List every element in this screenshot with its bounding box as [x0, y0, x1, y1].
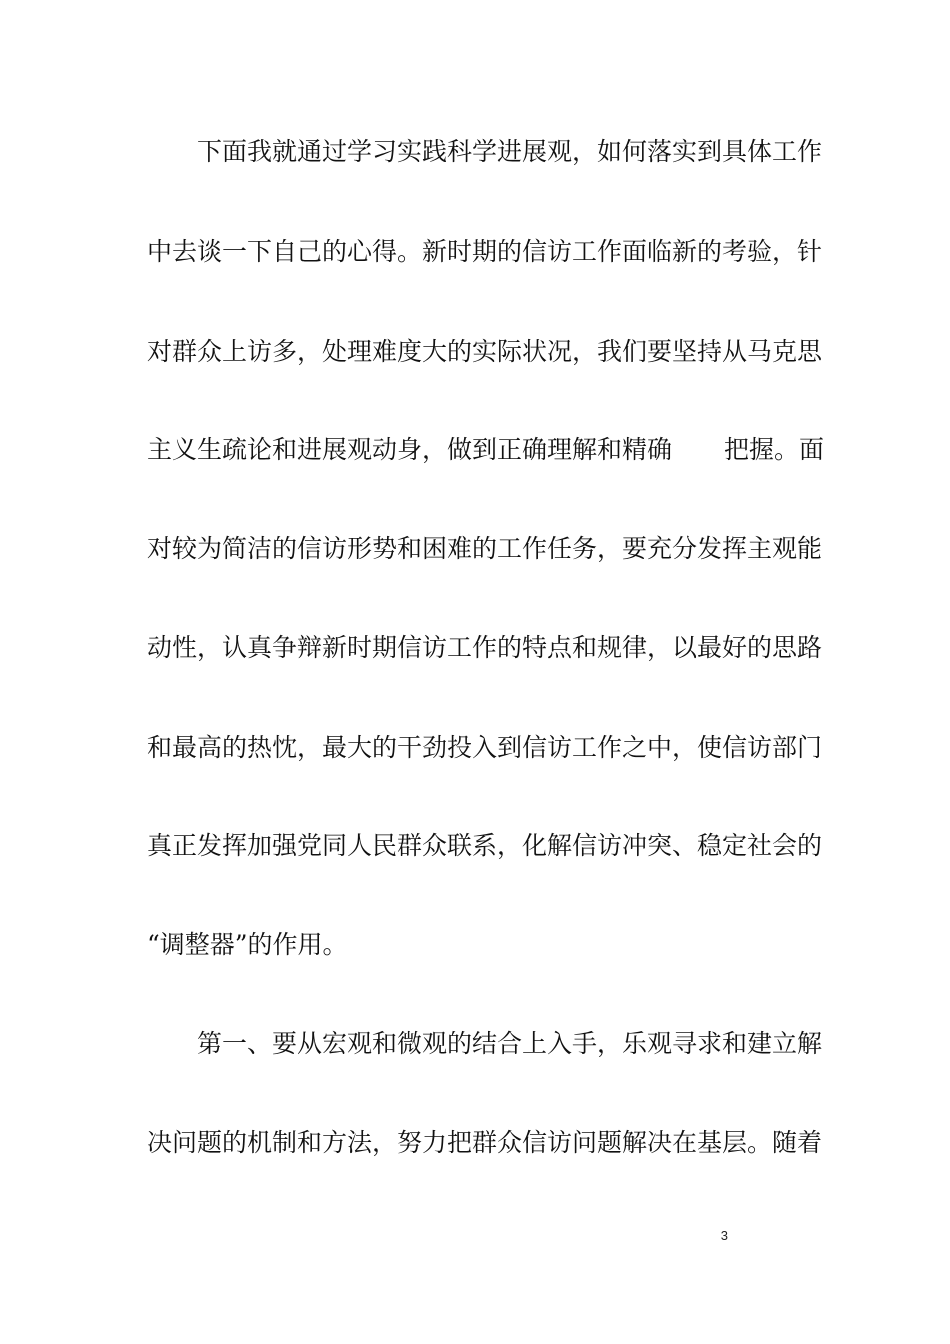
paragraph-2-line-1: 第一、要从宏观和微观的结合上入手，乐观寻求和建立解 [197, 1029, 823, 1058]
paragraph-1-line-9: “调整器”的作用。 [147, 930, 348, 959]
paragraph-1-line-4-part-1: 主义生疏论和进展观动身，做到正确理解和精确 [147, 435, 673, 464]
paragraph-1-line-8: 真正发挥加强党同人民群众联系，化解信访冲突、稳定社会的 [147, 831, 823, 860]
paragraph-1-line-6: 动性，认真争辩新时期信访工作的特点和规律，以最好的思路 [147, 633, 823, 662]
paragraph-1-line-5: 对较为简洁的信访形势和困难的工作任务，要充分发挥主观能 [147, 534, 823, 563]
paragraph-2-line-2: 决问题的机制和方法，努力把群众信访问题解决在基层。随着 [147, 1128, 823, 1157]
paragraph-1-line-3: 对群众上访多，处理难度大的实际状况，我们要坚持从马克思 [147, 337, 823, 366]
paragraph-1-line-7: 和最高的热忱，最大的干劲投入到信访工作之中，使信访部门 [147, 733, 823, 762]
page-number: 3 [720, 1228, 728, 1243]
paragraph-1-line-1: 下面我就通过学习实践科学进展观，如何落实到具体工作 [197, 137, 823, 166]
paragraph-1-line-2: 中去谈一下自己的心得。新时期的信访工作面临新的考验，针 [147, 237, 823, 266]
paragraph-1-line-4 [147, 434, 825, 466]
paragraph-1-line-4-part-2: 把握。面 [724, 435, 825, 464]
